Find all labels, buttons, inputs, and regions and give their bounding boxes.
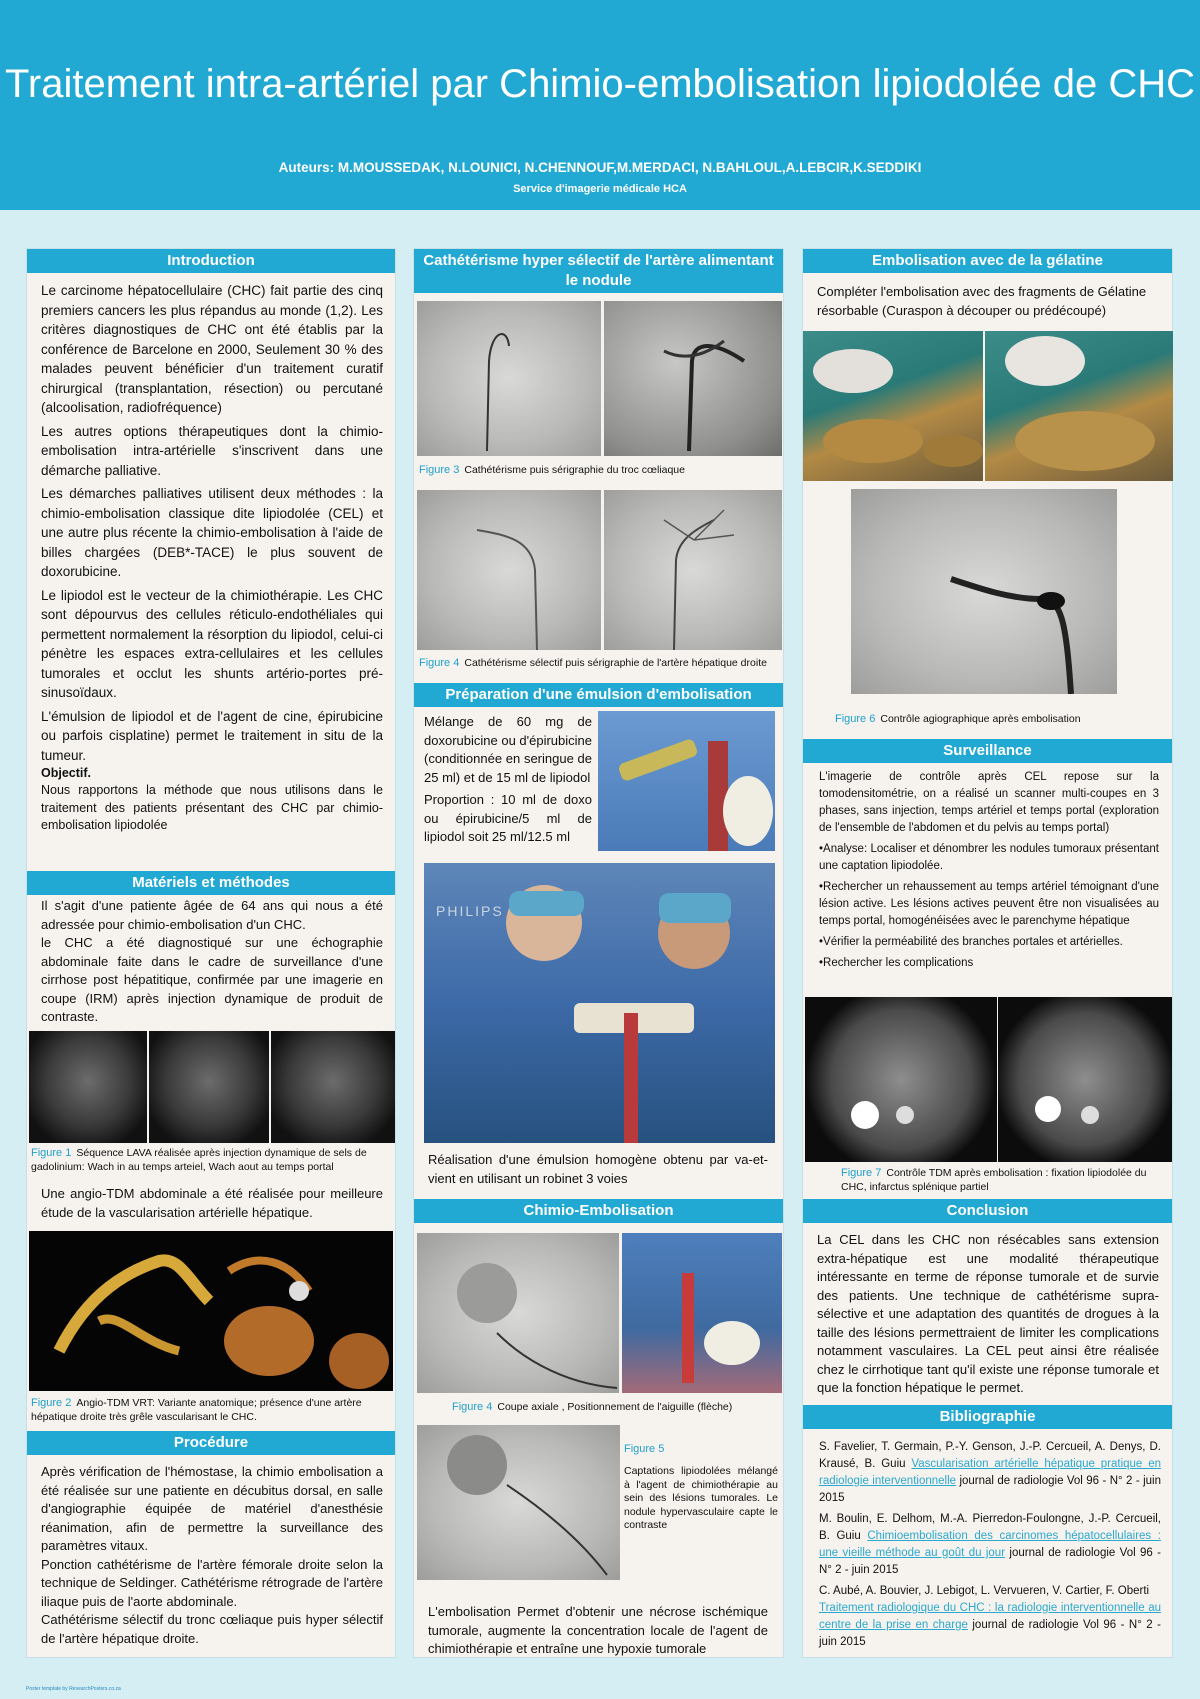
figure-1-label: Figure 1 xyxy=(31,1147,72,1159)
introduction-body xyxy=(41,281,383,835)
ct-scan-image-1 xyxy=(805,997,997,1162)
service-line: Service d'imagerie médicale HCA xyxy=(513,183,687,195)
vrt-angio-image xyxy=(29,1231,393,1391)
gelatin-photo-1 xyxy=(803,331,983,481)
figure-3-label: Figure 3 xyxy=(419,464,460,476)
angiography-image-4 xyxy=(604,490,782,650)
reference-item: M. Boulin, E. Delhom, M.-A. Pierredon-Foulongne, J.-P. Cercueil, B. Guiu Chimioembolisation des carcinomes hépatocellulaires : une vieille méthode au goût du jour journal de radiologie Vol 96 - N° 2 - juin 2015 xyxy=(819,1513,1161,1576)
surveillance-body xyxy=(819,769,1159,976)
reference-link[interactable]: Traitement radiologique du CHC : la radiologie interventionnelle au centre de la prise en charge xyxy=(819,1602,1161,1631)
figure-4-label: Figure 4 xyxy=(419,657,460,669)
figure-6-label: Figure 6 xyxy=(835,713,876,725)
procedure-heading: Procédure xyxy=(27,1431,395,1455)
preparation-paragraph: Proportion : 10 ml de doxo ou épirubicine/5 ml de lipiodol soit 25 ml/12.5 ml xyxy=(424,792,592,844)
gelatin-text: Compléter l'embolisation avec des fragments de Gélatine résorbable (Curaspon à découper ou prédécoupé) xyxy=(817,284,1147,318)
column-middle xyxy=(413,248,784,1658)
bibliography-heading: Bibliographie xyxy=(803,1405,1172,1429)
figure-3-caption: Figure 3 Cathétérisme puis sérigraphie du troc cœliaque xyxy=(419,464,685,476)
introduction-heading: Introduction xyxy=(27,249,395,273)
intro-paragraph: Les démarches palliatives utilisent deux méthodes : la chimio-embolisation classique dite lipiodolée (CEL) et une autre plus récente la chimio-embolisation à l'aide de billes chargées (DEB*-TACE) le plus souvent de doxorubicine. xyxy=(41,486,383,579)
intro-paragraph: Le lipiodol est le vecteur de la chimiothérapie. Les CHC sont dépourvus des cellules réticulo-endothéliales qui permettent normalement la résorption du lipiodol, celui-ci pénètre les espaces extra-cellulaires et les cellules tumorales et occlut les shunts artério-portes pré-sinusoïdaux. xyxy=(41,587,383,700)
figure-7-caption: Figure 7 Contrôle TDM après embolisation : fixation lipiodolée du CHC, infarctus splénique partiel xyxy=(841,1167,1147,1193)
syringe-photo xyxy=(598,711,775,851)
column-left xyxy=(26,248,396,1658)
intro-paragraph: Le carcinome hépatocellulaire (CHC) fait partie des cinq premiers cancers les plus répandus au monde (1,2). Les critères diagnostiques de CHC ont été établis par la conférence de Barcelone en 2000, Seulement 30 % des malades peuvent bénéficier d'un traitement curatif chirurgical (transplantation, résection) ou percutané (alcoolisation, radiofréquence) xyxy=(41,283,383,415)
angiography-image-2 xyxy=(604,301,782,456)
surveillance-paragraph: •Rechercher un rehaussement au temps artériel témoignant d'une lésion active. Les lésions actives peuvent être non visualisées au temps portal, homogénéisées avec le parenchyme hépatique xyxy=(819,881,1159,927)
methods-body xyxy=(41,897,383,1027)
catheterism-heading: Cathétérisme hyper sélectif de l'artère alimentant le nodule xyxy=(414,249,783,293)
objective-label: Objectif. xyxy=(41,766,92,780)
figure-4b-caption: Figure 4 Coupe axiale , Positionnement de l'aiguille (flèche) xyxy=(452,1401,733,1413)
mri-image-3 xyxy=(271,1031,395,1143)
figure-4b-label: Figure 4 xyxy=(452,1401,493,1413)
procedure-paragraph: Après vérification de l'hémostase, la chimio embolisation a été réalisée sur une patiente en décubitus dorsal, en salle d'angiographie équipée de matériel d'anesthésie réanimation, afin de permettre la surveillance des paramètres vitaux. xyxy=(41,1464,383,1553)
reference-link[interactable]: Chimioembolisation des carcinomes hépatocellulaires : une vieille méthode au goût du jour xyxy=(819,1530,1161,1559)
lipiodol-uptake-image xyxy=(417,1425,620,1580)
figure-6-caption: Figure 6 Contrôle agiographique après embolisation xyxy=(835,713,1081,725)
conclusion-heading: Conclusion xyxy=(803,1199,1172,1223)
figure-2-caption: Figure 2 Angio-TDM VRT: Variante anatomique; présence d'une artère hépatique droite très grêle vascularisant le CHC. xyxy=(31,1397,362,1423)
ct-scan-image-2 xyxy=(998,997,1172,1162)
objective-text: Nous rapportons la méthode que nous utilisons dans le traitement des patients présentant des CHC par chimio-embolisation lipiodolée xyxy=(41,783,383,832)
methods-paragraph: Il s'agit d'une patiente âgée de 64 ans qui nous a été adressée pour chimio-embolisation d'un CHC. xyxy=(41,898,383,932)
poster-header xyxy=(0,0,1200,210)
figure-5-label: Figure 5 xyxy=(624,1443,665,1455)
chemo-embolisation-text: L'embolisation Permet d'obtenir une nécrose ischémique tumorale, augmente la concentration locale de l'agent de chimiothérapie et entraîne une hypoxie tumorale xyxy=(428,1604,768,1656)
preparation-body xyxy=(424,713,592,851)
injection-photo xyxy=(622,1233,782,1393)
procedure-paragraph: Cathétérisme sélectif du tronc cœliaque puis hyper sélectif de l'artère hépatique droite. xyxy=(41,1612,383,1646)
surveillance-paragraph: •Vérifier la perméabilité des branches portales et artérielles. xyxy=(819,936,1123,948)
surveillance-paragraph: •Analyse: Localiser et dénombrer les nodules tumoraux présentant une captation lipiodolée. xyxy=(819,843,1159,872)
procedure-body xyxy=(41,1463,383,1648)
methods-heading: Matériels et méthodes xyxy=(27,871,395,895)
authors-line: Auteurs: M.MOUSSEDAK, N.LOUNICI, N.CHENNOUF,M.MERDACI, N.BAHLOUL,A.LEBCIR,K.SEDDIKI xyxy=(278,160,922,175)
procedure-paragraph: Ponction cathétérisme de l'artère fémorale droite selon la technique de Seldinger. Cathétérisme rétrograde de l'artère iliaque puis de l'aorte abdominale. xyxy=(41,1556,383,1609)
preparation-heading: Préparation d'une émulsion d'embolisation xyxy=(414,683,783,707)
reference-item: S. Favelier, T. Germain, P.-Y. Genson, J.-P. Cercueil, A. Denys, D. Krausé, B. Guiu Vascularisation artérielle hépatique pratique en radiologie interventionnelle journal de radiologie Vol 96 - N° 2 - juin 2015 xyxy=(819,1441,1161,1504)
figure-2-label: Figure 2 xyxy=(31,1397,72,1409)
template-credit: Poster template by ResearchPosters.co.za xyxy=(26,1686,121,1692)
figure-4-caption: Figure 4 Cathétérisme sélectif puis sérigraphie de l'artère hépatique droite xyxy=(419,657,767,669)
operating-room-photo xyxy=(424,863,775,1143)
figure-7-label: Figure 7 xyxy=(841,1167,882,1179)
emulsion-caption: Réalisation d'une émulsion homogène obtenu par va-et-vient en utilisant un robinet 3 voies xyxy=(428,1152,768,1186)
mri-image-1 xyxy=(29,1031,147,1143)
bibliography-list xyxy=(819,1439,1161,1655)
conclusion-text: La CEL dans les CHC non résécables sans extension extra-hépatique est une modalité thérapeutique intéressante en terme de réponse tumorale et de survie des patients. Une technique de cathétérisme supra-sélective et une adaptation des quantités de drogues à la taille des lésions permettraient de limiter les complications notamment vasculaires. La CEL peut ainsi être réalisée chez le cirrhotique tant qu'il existe une réponse tumorale et que la fonction hépatique le permet. xyxy=(817,1232,1159,1395)
angiography-image-1 xyxy=(417,301,601,456)
reference-link[interactable]: Vascularisation artérielle hépatique pratique en radiologie interventionnelle xyxy=(819,1458,1161,1487)
surveillance-heading: Surveillance xyxy=(803,739,1172,763)
reference-item: C. Aubé, A. Bouvier, J. Lebigot, L. Vervueren, V. Cartier, F. Oberti Traitement radiologique du CHC : la radiologie interventionnelle au centre de la prise en charge journal de radiologie Vol 96 - N° 2 - juin 2015 xyxy=(819,1585,1161,1648)
preparation-paragraph: Mélange de 60 mg de doxorubicine ou d'épirubicine (conditionnée en seringue de 25 ml) et de 15 ml de lipiodol xyxy=(424,714,592,785)
intro-paragraph: L'émulsion de lipiodol et de l'agent de cine, épirubicine ou parfois cisplatine) permet le traitement in situ de la tumeur. xyxy=(41,708,383,763)
intro-paragraph: Les autres options thérapeutiques dont la chimio-embolisation intra-artérielle s'inscrivent dans une démarche palliative. xyxy=(41,423,383,478)
gelatin-photo-2 xyxy=(985,331,1173,481)
figure-1-caption: Figure 1 Séquence LAVA réalisée après injection dynamique de sels de gadolinium: Wach in au temps arteiel, Wach aout au temps portal xyxy=(31,1147,367,1173)
or-sign: PHILIPS xyxy=(436,903,504,919)
poster-title: Traitement intra-artériel par Chimio-embolisation lipiodolée de CHC xyxy=(4,62,1196,106)
mri-image-2 xyxy=(149,1031,269,1143)
column-right xyxy=(802,248,1173,1658)
embolisation-xray-image xyxy=(417,1233,619,1393)
methods-paragraph: le CHC a été diagnostiqué sur une échographie abdominale faite dans le cadre de surveillance d'une cirrhose post hépatitique, confirmée par une imagerie en coupe (IRM) après injection dynamique de produit de contraste. xyxy=(41,935,383,1024)
surveillance-paragraph: •Rechercher les complications xyxy=(819,957,974,969)
chemo-embolisation-heading: Chimio-Embolisation xyxy=(414,1199,783,1223)
surveillance-paragraph: L'imagerie de contrôle après CEL repose sur la tomodensitométrie, on a réalisé un scanner multi-coupes en 3 phases, sans injection, temps artériel et temps portal (exploration de l'ensemble de l'abdomen et du pelvis au temps portal) xyxy=(819,771,1159,834)
methods-paragraph: Une angio-TDM abdominale a été réalisée pour meilleure étude de la vascularisation artérielle hépatique. xyxy=(41,1186,383,1220)
gelatin-heading: Embolisation avec de la gélatine xyxy=(803,249,1172,273)
figure-5-caption: Captations lipiodolées mélangé à l'agent de chimiothérapie au sein des lésions tumorales. Le nodule hypervasculaire capte le contraste xyxy=(624,1465,778,1531)
control-angiography-image xyxy=(851,489,1117,694)
angiography-image-3 xyxy=(417,490,601,650)
